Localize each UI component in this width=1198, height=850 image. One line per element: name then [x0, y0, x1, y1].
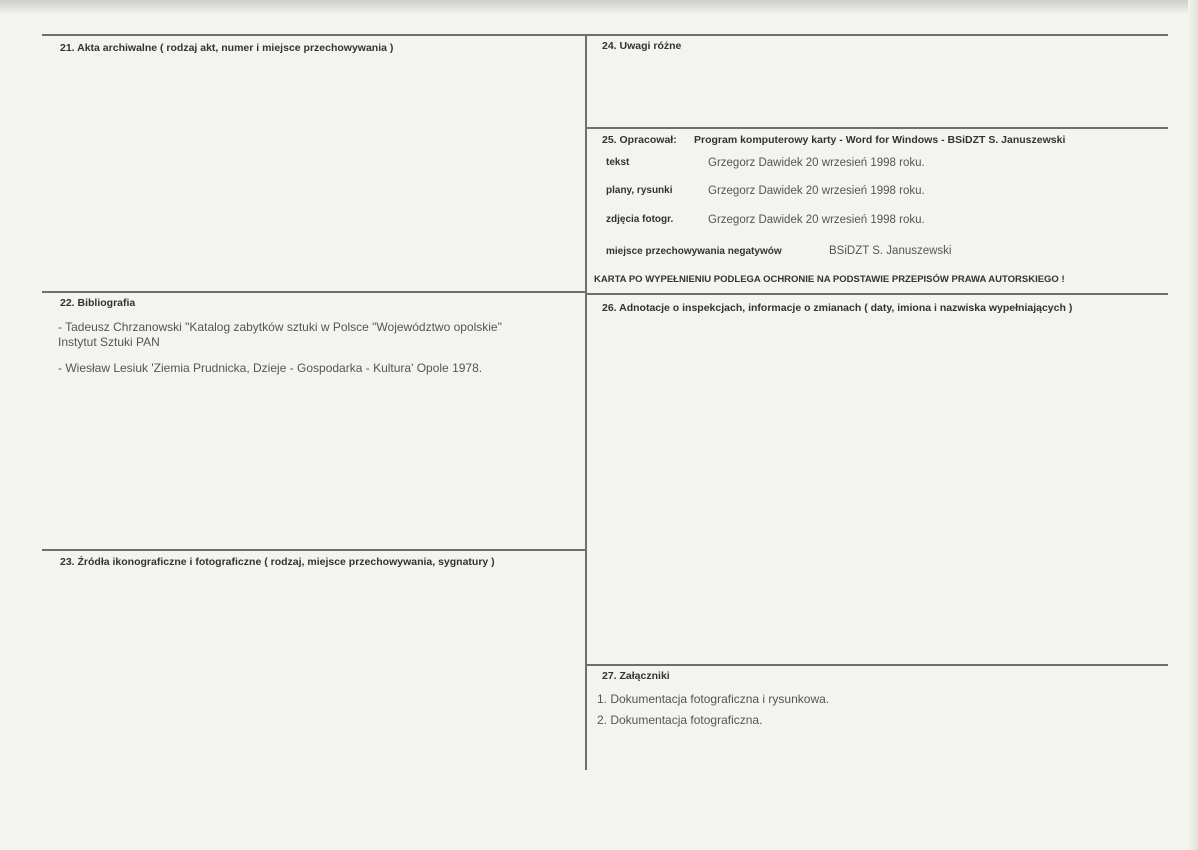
tekst-label: tekst [606, 157, 630, 168]
attachment-item: 1. Dokumentacja fotograficzna i rysunkowa. [597, 692, 830, 706]
attachment-item: 2. Dokumentacja fotograficzna. [597, 713, 763, 727]
zdjecia-value: Grzegorz Dawidek 20 wrzesień 1998 roku. [708, 214, 925, 226]
center-divider [585, 34, 587, 770]
divider-26-27 [587, 664, 1168, 666]
negatywy-value: BSiDZT S. Januszewski [829, 245, 952, 257]
divider-21-22 [42, 291, 585, 293]
tekst-value: Grzegorz Dawidek 20 wrzesień 1998 roku. [708, 157, 925, 169]
bibliography-entry: - Wiesław Lesiuk 'Ziemia Prudnicka, Dzieje - Gospodarka - Kultura' Opole 1978. [58, 361, 483, 375]
section-26-title: 26. Adnotacje o inspekcjach, informacje o zmianach ( daty, imiona i nazwiska wypełniających ) [602, 302, 1073, 314]
negatywy-label: miejsce przechowywania negatywów [606, 246, 782, 257]
bibliography-entry: Instytut Sztuki PAN [58, 335, 160, 349]
bibliography-entry: - Tadeusz Chrzanowski "Katalog zabytków sztuki w Polsce "Województwo opolskie" [58, 320, 502, 334]
section-21-title: 21. Akta archiwalne ( rodzaj akt, numer i miejsce przechowywania ) [60, 42, 394, 54]
section-24-title: 24. Uwagi różne [602, 40, 682, 52]
section-25-label: 25. Opracował: [602, 134, 677, 146]
zdjecia-label: zdjęcia fotogr. [606, 214, 674, 225]
scan-top-edge [0, 0, 1198, 14]
scan-right-edge [1188, 0, 1198, 850]
divider-24-25 [587, 127, 1168, 129]
program-credit: Program komputerowy karty - Word for Windows - BSiDZT S. Januszewski [694, 134, 1066, 146]
plany-value: Grzegorz Dawidek 20 wrzesień 1998 roku. [708, 185, 925, 197]
section-23-title: 23. Źródła ikonograficzne i fotograficzne ( rodzaj, miejsce przechowywania, sygnatury ) [60, 556, 495, 568]
divider-25-26 [587, 293, 1168, 295]
top-border-line [42, 34, 1168, 36]
section-27-title: 27. Załączniki [602, 670, 670, 682]
plany-label: plany, rysunki [606, 185, 673, 196]
divider-22-23 [42, 549, 585, 551]
section-22-title: 22. Bibliografia [60, 297, 136, 309]
copyright-notice: KARTA PO WYPEŁNIENIU PODLEGA OCHRONIE NA PODSTAWIE PRZEPISÓW PRAWA AUTORSKIEGO ! [594, 274, 1065, 285]
